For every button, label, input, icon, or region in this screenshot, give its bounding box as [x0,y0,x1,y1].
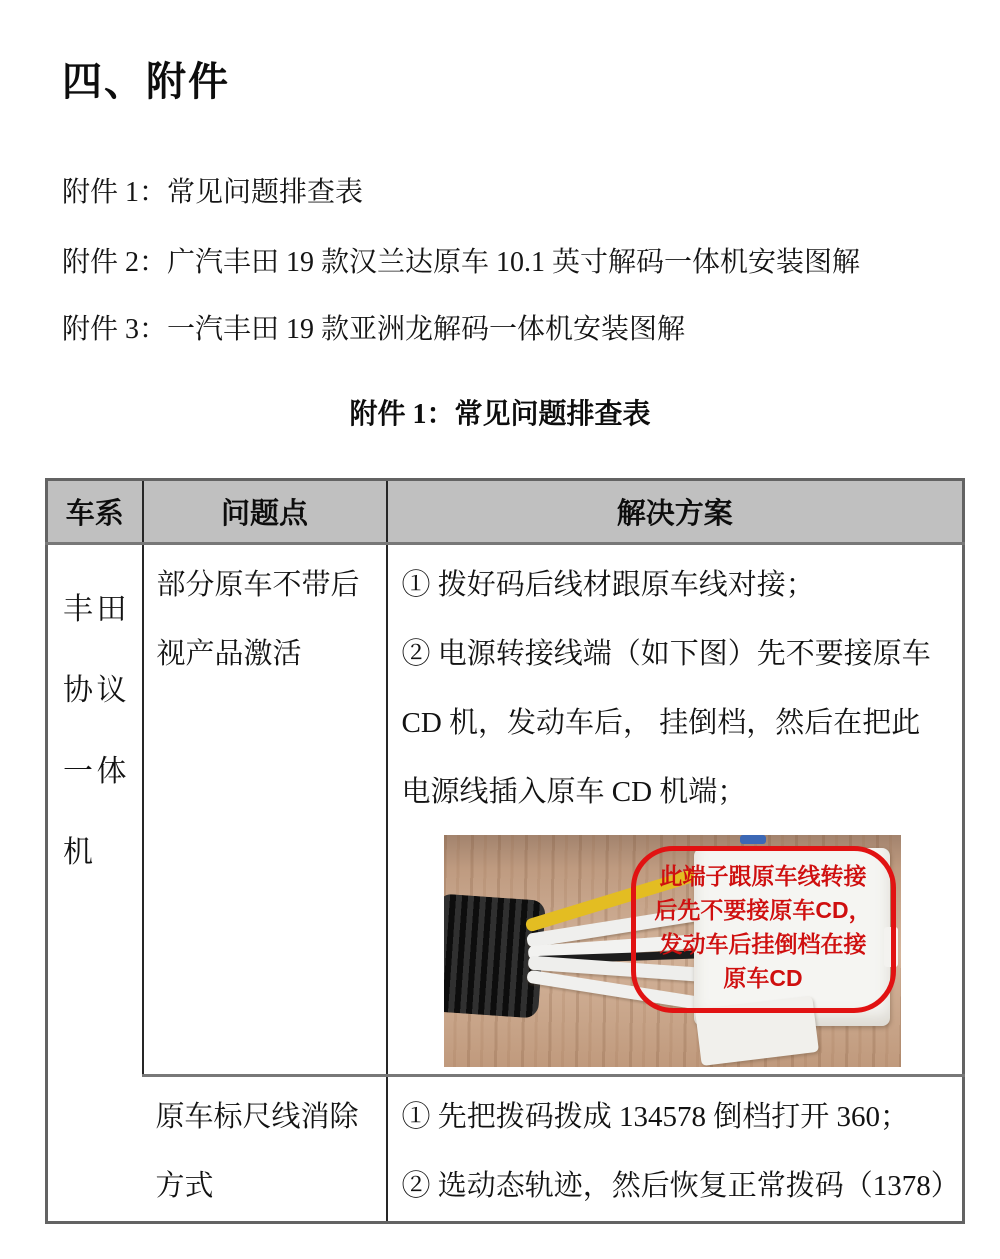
table-row [47,544,964,1076]
page-title: 四、附件 [62,60,230,104]
solution-cell: ① 拨好码后线材跟原车线对接； ② 电源转接线端（如下图）先不要接原车 CD 机，发动车后， 挂倒档，然后在把此 电源线插入原车 CD 机端； 此端子跟原车线转接 后先不要接原车CD， 发动车后挂倒档在接 原车CD [387,544,964,1076]
connector-photo [444,835,901,1067]
car-series-line: 一 体 [63,754,127,788]
troubleshooting-table [45,478,965,1224]
table-heading: 附件 1：常见问题排查表 [349,399,651,430]
attachment-list-item-3: 附件 3：一汽丰田 19 款亚洲龙解码一体机安装图解 [62,314,686,345]
annotation-text: 此端子跟原车线转接 后先不要接原车CD， 发动车后挂倒档在接 原车CD [654,863,872,991]
car-series-line: 协 议 [63,673,127,707]
car-series-line: 丰 田 [63,592,127,626]
attachment-list-item-1: 附件 1：常见问题排查表 [62,177,364,208]
problem-cell: 部分原车不带后 视产品激活 [143,544,387,1076]
header-cell-problem: 问题点 [143,480,387,544]
solution-cell: ① 先把拨码拨成 134578 倒档打开 360； ② 选动态轨迹，然后恢复正常拨码（1378） [387,1076,964,1223]
blue-mark [740,835,766,844]
car-series-cell [47,544,143,1223]
table-header-row [47,480,964,544]
attachment-list-item-2: 附件 2：广汽丰田 19 款汉兰达原车 10.1 英寸解码一体机安装图解 [62,247,861,278]
table-row [47,1076,964,1223]
header-cell-solution: 解决方案 [387,480,964,544]
car-series-line: 机 [63,835,93,869]
problem-cell: 原车标尺线消除 方式 [143,1076,387,1223]
header-cell-car-series: 车系 [47,480,143,544]
